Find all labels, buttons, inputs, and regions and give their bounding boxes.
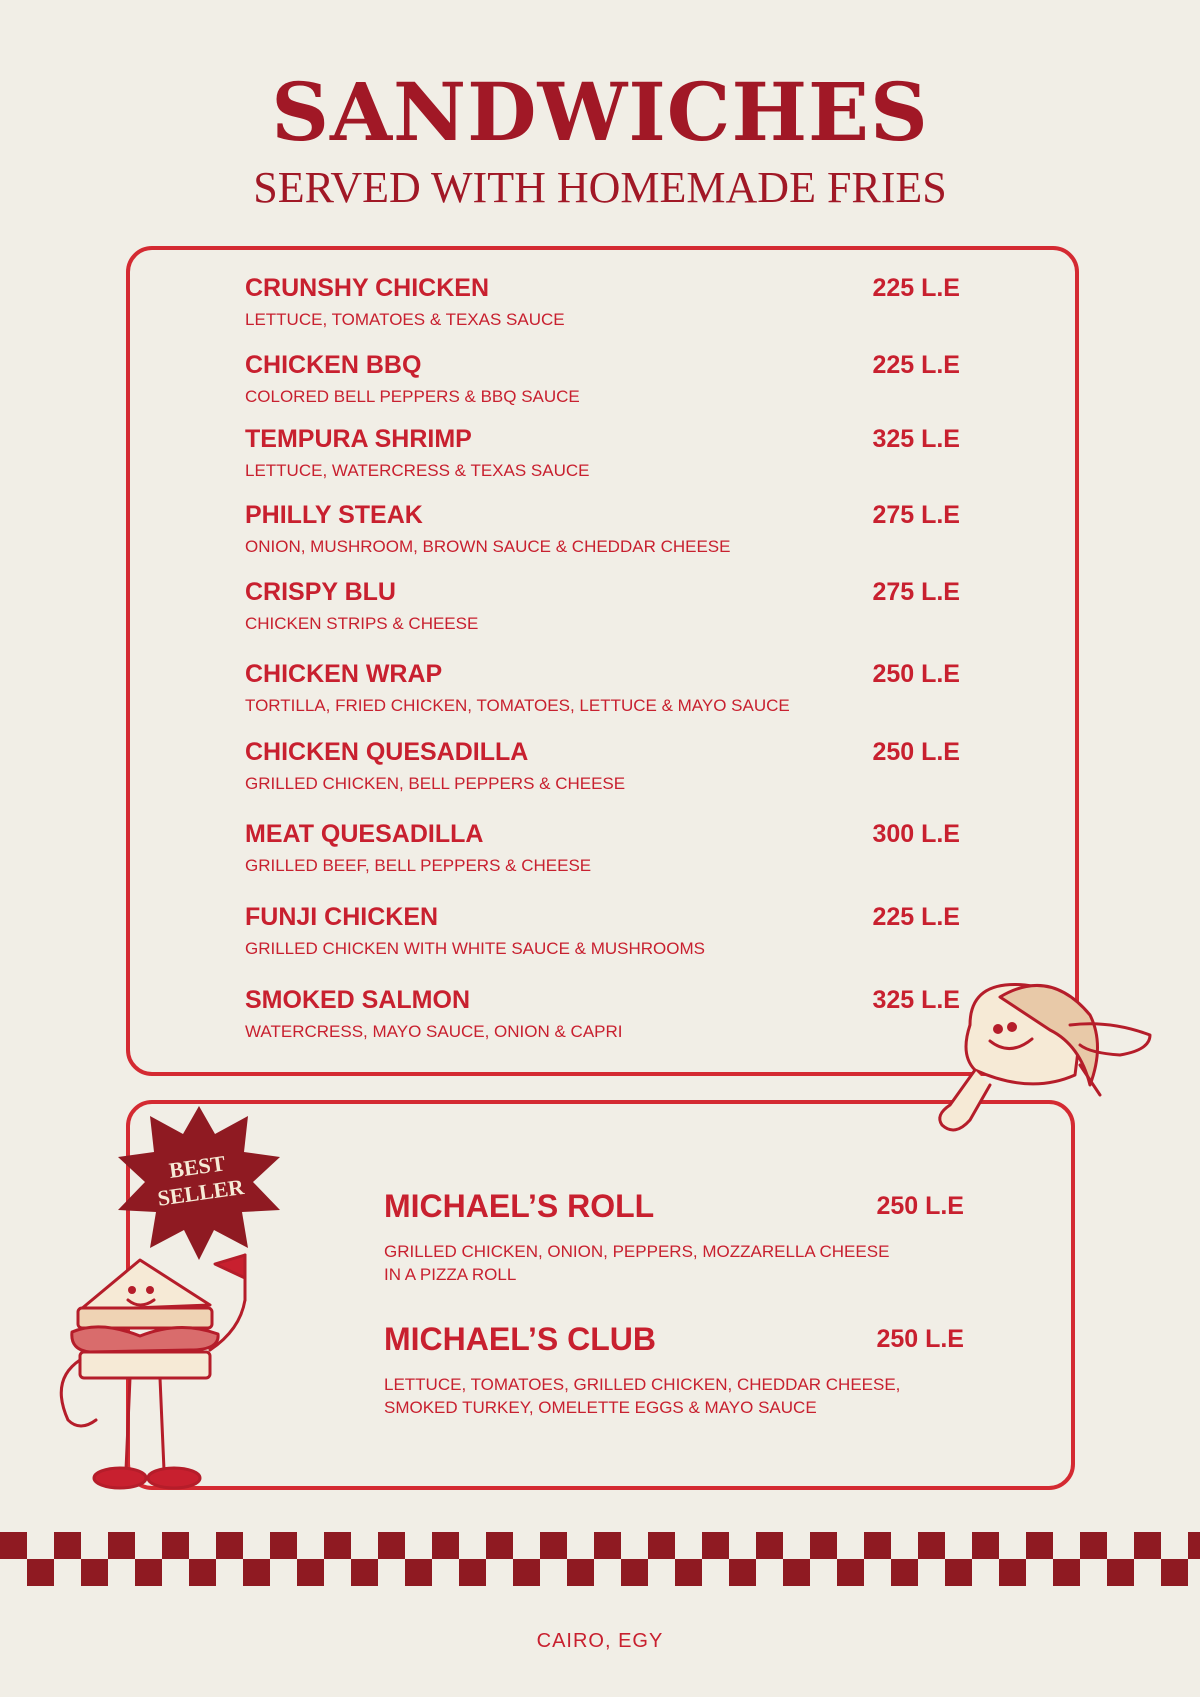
item-price: 250 L.E xyxy=(872,738,960,766)
item-price: 250 L.E xyxy=(872,660,960,688)
item-price: 225 L.E xyxy=(872,903,960,931)
item-name: MICHAEL’S CLUB xyxy=(384,1321,656,1357)
item-name: CHICKEN WRAP xyxy=(245,660,443,688)
menu-item xyxy=(245,740,625,796)
item-description: WATERCRESS, MAYO SAUCE, ONION & CAPRI xyxy=(245,1022,623,1041)
item-description: GRILLED CHICKEN, BELL PEPPERS & CHEESE xyxy=(245,774,626,793)
item-name: TEMPURA SHRIMP xyxy=(245,425,472,453)
item-description xyxy=(384,1373,900,1419)
menu-item xyxy=(245,662,790,718)
badge-line: SELLER xyxy=(156,1173,246,1211)
sandwich-mascot-icon xyxy=(40,1250,280,1510)
menu-item xyxy=(245,905,705,961)
item-name: CHICKEN QUESADILLA xyxy=(245,738,529,766)
item-price: 325 L.E xyxy=(872,425,960,453)
menu-item xyxy=(245,988,623,1044)
menu-item xyxy=(245,427,589,483)
menu-item xyxy=(245,822,591,878)
menu-item xyxy=(245,353,580,409)
item-description: CHICKEN STRIPS & CHEESE xyxy=(245,614,479,633)
best-seller-badge xyxy=(114,1102,284,1262)
item-description-line: SMOKED TURKEY, OMELETTE EGGS & MAYO SAUCE xyxy=(384,1398,817,1417)
item-price: 300 L.E xyxy=(872,820,960,848)
item-name: CHICKEN BBQ xyxy=(245,351,422,379)
item-description xyxy=(384,1240,889,1286)
item-name: MICHAEL’S ROLL xyxy=(384,1188,655,1224)
item-description: LETTUCE, WATERCRESS & TEXAS SAUCE xyxy=(245,461,590,480)
location-text: CAIRO, EGY xyxy=(536,1630,664,1652)
item-name: MEAT QUESADILLA xyxy=(245,820,484,848)
item-name: SMOKED SALMON xyxy=(245,986,470,1014)
item-price: 250 L.E xyxy=(876,1192,964,1220)
menu-item xyxy=(245,276,565,332)
item-description-line: IN A PIZZA ROLL xyxy=(384,1265,517,1284)
item-name: PHILLY STEAK xyxy=(245,501,423,529)
item-description: COLORED BELL PEPPERS & BBQ SAUCE xyxy=(245,387,580,406)
item-price: 225 L.E xyxy=(872,351,960,379)
page-title: SANDWICHES xyxy=(271,65,929,159)
item-price: 275 L.E xyxy=(872,501,960,529)
page-subtitle: SERVED WITH HOMEMADE FRIES xyxy=(253,163,947,212)
taco-mascot-icon xyxy=(930,975,1160,1165)
item-name: CRISPY BLU xyxy=(245,578,396,606)
item-name: FUNJI CHICKEN xyxy=(245,903,439,931)
item-description: ONION, MUSHROOM, BROWN SAUCE & CHEDDAR CHEESE xyxy=(245,537,731,556)
item-price: 225 L.E xyxy=(872,274,960,302)
item-name: CRUNSHY CHICKEN xyxy=(245,274,490,302)
item-description: LETTUCE, TOMATOES & TEXAS SAUCE xyxy=(245,310,565,329)
item-description: TORTILLA, FRIED CHICKEN, TOMATOES, LETTUCE & MAYO SAUCE xyxy=(245,696,790,715)
item-price: 250 L.E xyxy=(876,1325,964,1353)
checkered-border xyxy=(0,1532,1200,1586)
item-description-line: GRILLED CHICKEN, ONION, PEPPERS, MOZZARELLA CHEESE xyxy=(384,1242,890,1261)
menu-item xyxy=(245,503,731,559)
item-price: 275 L.E xyxy=(872,578,960,606)
item-description: GRILLED BEEF, BELL PEPPERS & CHEESE xyxy=(245,856,592,875)
item-description-line: LETTUCE, TOMATOES, GRILLED CHICKEN, CHEDDAR CHEESE, xyxy=(384,1375,901,1394)
badge-line: BEST xyxy=(167,1150,227,1183)
menu-item xyxy=(245,580,478,636)
item-price: 325 L.E xyxy=(872,986,960,1014)
item-description: GRILLED CHICKEN WITH WHITE SAUCE & MUSHROOMS xyxy=(245,939,705,958)
